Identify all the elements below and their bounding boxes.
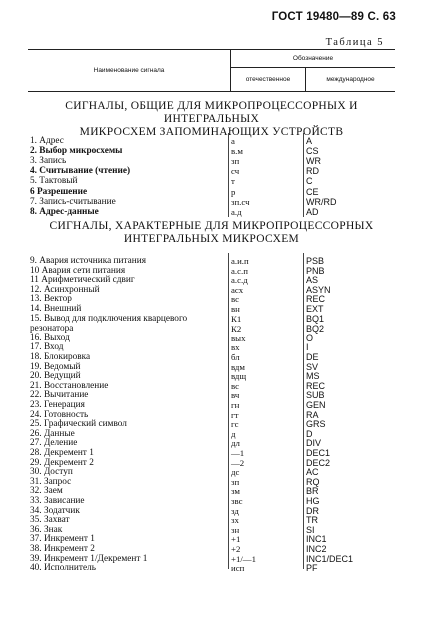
signal-name: 3. Запись — [30, 156, 67, 167]
domestic-designation: дл — [231, 438, 240, 449]
signal-name: 8. Адрес-данные — [30, 206, 99, 217]
table-row — [0, 166, 424, 176]
signal-name: 35. Захват — [30, 515, 70, 526]
signal-name: 40. Исполнитель — [30, 563, 96, 574]
domestic-designation: К1 — [231, 313, 242, 324]
domestic-designation: зм — [231, 486, 240, 497]
domestic-designation: зх — [231, 515, 239, 526]
signal-name: 23. Генерация — [30, 400, 85, 410]
domestic-designation: гн — [231, 400, 240, 410]
signal-name: 29. Декремент 2 — [30, 457, 94, 468]
international-designation: CS — [306, 146, 319, 157]
domestic-designation: д — [231, 428, 236, 439]
table-row — [0, 458, 424, 468]
international-designation: RD — [306, 166, 319, 177]
signal-name: 1. Адрес — [30, 136, 64, 146]
domestic-designation: гт — [231, 409, 239, 420]
international-designation: INC1/DEC1 — [306, 553, 354, 564]
table-row — [0, 515, 424, 525]
column-international-header: международное — [326, 76, 375, 83]
table-row — [0, 544, 424, 554]
domestic-designation: а — [231, 136, 235, 146]
table-row — [0, 342, 424, 352]
signal-name: 38. Инкремент 2 — [30, 544, 95, 554]
table-row — [0, 506, 424, 516]
signal-name: 39. Инкремент 1/Декремент 1 — [30, 553, 148, 564]
signal-name: 20. Ведущий — [30, 371, 81, 382]
table-row — [0, 371, 424, 381]
signal-name: 33. Зависание — [30, 496, 85, 506]
international-designation: PSB — [306, 256, 325, 266]
table-row — [0, 554, 424, 564]
domestic-designation: вс — [231, 380, 240, 391]
table-row — [0, 187, 424, 197]
domestic-designation: +1/—1 — [231, 553, 256, 564]
domestic-designation: вых — [231, 332, 246, 343]
domestic-designation: звс — [231, 496, 243, 506]
international-designation: DEC1 — [306, 448, 331, 458]
domestic-designation: вдм — [231, 361, 245, 372]
signal-name: 26. Данные — [30, 428, 75, 439]
table-row — [0, 314, 424, 334]
table-row — [0, 486, 424, 496]
signal-name: 32. Заем — [30, 486, 63, 497]
international-designation: INC2 — [306, 544, 327, 554]
signal-name: 9. Авария источника питания — [30, 256, 147, 266]
international-designation: А — [306, 136, 313, 146]
signal-name: 27. Деление — [30, 438, 78, 449]
signal-name: 31. Запрос — [30, 476, 72, 487]
domestic-designation: дс — [231, 467, 240, 478]
signal-name: 21. Восстановление — [30, 380, 109, 391]
international-designation: ASYN — [306, 284, 331, 295]
international-designation: O — [306, 332, 314, 343]
domestic-designation: гс — [231, 419, 239, 430]
domestic-designation: в.м — [231, 146, 243, 157]
table-row — [0, 207, 424, 217]
domestic-designation: т — [231, 176, 235, 187]
domestic-designation: зн — [231, 524, 240, 535]
table-row — [0, 525, 424, 535]
signal-name: 24. Готовность — [30, 409, 89, 420]
signal-name: 28. Декремент 1 — [30, 448, 94, 458]
page-header: ГОСТ 19480—89 С. 63 — [271, 11, 396, 23]
table-row — [0, 381, 424, 391]
signal-name: 19. Ведомый — [30, 361, 81, 372]
table-row — [0, 390, 424, 400]
table-row — [0, 146, 424, 156]
table-row — [0, 156, 424, 166]
domestic-designation: зп — [231, 156, 240, 167]
international-designation: D — [306, 428, 313, 439]
section1-title-line1: СИГНАЛЫ, ОБЩИЕ ДЛЯ МИКРОПРОЦЕССОРНЫХ И ИНТЕГРАЛЬНЫХ — [65, 100, 358, 125]
international-designation: REC — [306, 294, 326, 305]
signal-name: 34. Зодатчик — [30, 505, 80, 516]
international-designation: I — [306, 342, 309, 353]
domestic-designation: вх — [231, 342, 240, 353]
domestic-designation: а.д — [231, 206, 242, 217]
international-designation: DIV — [306, 438, 322, 449]
signal-name: 7. Запись-считывание — [30, 196, 116, 207]
international-designation: MS — [306, 371, 320, 382]
domestic-designation: зд — [231, 505, 239, 516]
international-designation: AS — [306, 275, 319, 286]
international-designation: CE — [306, 186, 319, 197]
international-designation: GEN — [306, 400, 326, 410]
table-row — [0, 197, 424, 207]
table-row — [0, 400, 424, 410]
international-designation: SUB — [306, 390, 325, 401]
signal-name: 16. Выход — [30, 332, 70, 343]
international-designation: EXT — [306, 304, 324, 314]
table-row — [0, 534, 424, 544]
signal-name: 30. Доступ — [30, 467, 73, 478]
international-designation: RQ — [306, 476, 320, 487]
international-designation: DR — [306, 505, 319, 516]
signal-name: 15. Вывод для подключения кварцевого — [30, 313, 188, 324]
signal-name: 4. Считывание (чтение) — [30, 166, 131, 177]
column-domestic-header: отечественное — [231, 68, 306, 91]
international-designation: GRS — [306, 419, 326, 430]
domestic-designation: вч — [231, 390, 240, 401]
signal-name: 22. Вычитание — [30, 390, 89, 401]
international-designation: BQ1 — [306, 313, 325, 324]
domestic-designation: —2 — [231, 457, 245, 468]
table-row — [0, 496, 424, 506]
domestic-designation: вс — [231, 294, 240, 305]
signal-name: 12. Асинхронный — [30, 284, 100, 295]
domestic-designation: а.с.п — [231, 265, 248, 276]
signal-name: 5. Тактовый — [30, 176, 78, 187]
domestic-designation: исп — [231, 563, 245, 574]
signal-name: 13. Вектор — [30, 294, 72, 305]
signal-name: 11 Арифметический сдвиг — [30, 275, 135, 286]
international-designation: REC — [306, 380, 326, 391]
domestic-designation: вдщ — [231, 371, 247, 382]
domestic-designation: асх — [231, 284, 244, 295]
table-header — [28, 49, 395, 92]
domestic-designation: бл — [231, 352, 240, 362]
international-designation: INC1 — [306, 534, 327, 545]
international-designation: DEC2 — [306, 457, 331, 468]
domestic-designation: +1 — [231, 534, 241, 545]
signal-name: 10 Авария сети питания — [30, 265, 126, 276]
domestic-designation: вн — [231, 304, 240, 314]
international-designation: AD — [306, 206, 319, 217]
table-row — [0, 419, 424, 429]
domestic-designation: —1 — [231, 448, 245, 458]
international-designation: HG — [306, 496, 320, 506]
signal-name: 6 Разрешение — [30, 186, 88, 197]
section1-title-line2: МИКРОСХЕМ ЗАПОМИНАЮЩИХ УСТРОЙСТВ — [79, 126, 344, 138]
table-label: Таблица 5 — [325, 37, 384, 48]
section2-title-line2: ИНТЕГРАЛЬНЫХ МИКРОСХЕМ — [123, 233, 300, 245]
signal-name: 18. Блокировка — [30, 352, 91, 362]
section2-title — [28, 220, 395, 246]
table-row — [0, 304, 424, 314]
international-designation: DE — [306, 352, 319, 362]
table-row — [0, 477, 424, 487]
domestic-designation: а.и.п — [231, 256, 249, 266]
table-row — [0, 352, 424, 362]
international-designation: WR — [306, 156, 321, 167]
table-row — [0, 467, 424, 477]
signal-name: 2. Выбор микросхемы — [30, 146, 123, 157]
international-designation: PNB — [306, 265, 325, 276]
table-row — [0, 285, 424, 295]
table-row — [0, 438, 424, 448]
section1-title — [28, 100, 395, 139]
international-designation: RA — [306, 409, 319, 420]
international-designation: SV — [306, 361, 319, 372]
international-designation: SI — [306, 524, 315, 535]
domestic-designation: зп.сч — [231, 196, 250, 207]
domestic-designation: зп — [231, 476, 240, 487]
table-row — [0, 256, 424, 266]
international-designation: BR — [306, 486, 319, 497]
table-row — [0, 448, 424, 458]
signal-name: 37. Инкремент 1 — [30, 534, 95, 545]
domestic-designation: К2 — [231, 323, 242, 334]
column-designation-header: Обозначение — [231, 50, 395, 68]
domestic-designation: р — [231, 186, 236, 197]
table-row — [0, 176, 424, 186]
domestic-designation: +2 — [231, 544, 241, 554]
table-row — [0, 275, 424, 285]
signal-name: 17. Вход — [30, 342, 64, 353]
table-row — [0, 136, 424, 146]
table-row — [0, 563, 424, 573]
domestic-designation: сч — [231, 166, 240, 177]
table-row — [0, 294, 424, 304]
column-name-header: Наименование сигнала — [28, 50, 231, 91]
international-designation: PF — [306, 563, 318, 574]
signal-name: 36. Знак — [30, 524, 63, 535]
international-designation: AC — [306, 467, 319, 478]
signal-name: 14. Внешний — [30, 304, 82, 314]
international-designation: BQ2 — [306, 323, 325, 334]
table-row — [0, 429, 424, 439]
table-row — [0, 333, 424, 343]
signal-name: 25. Графический символ — [30, 419, 127, 430]
international-designation: TR — [306, 515, 318, 526]
international-designation: С — [306, 176, 313, 187]
section2-title-line1: СИГНАЛЫ, ХАРАКТЕРНЫЕ ДЛЯ МИКРОПРОЦЕССОРНЫХ — [49, 220, 374, 232]
signal-name-continued: резонатора — [30, 323, 74, 334]
domestic-designation: а.с.д — [231, 275, 248, 286]
international-designation: WR/RD — [306, 196, 337, 207]
